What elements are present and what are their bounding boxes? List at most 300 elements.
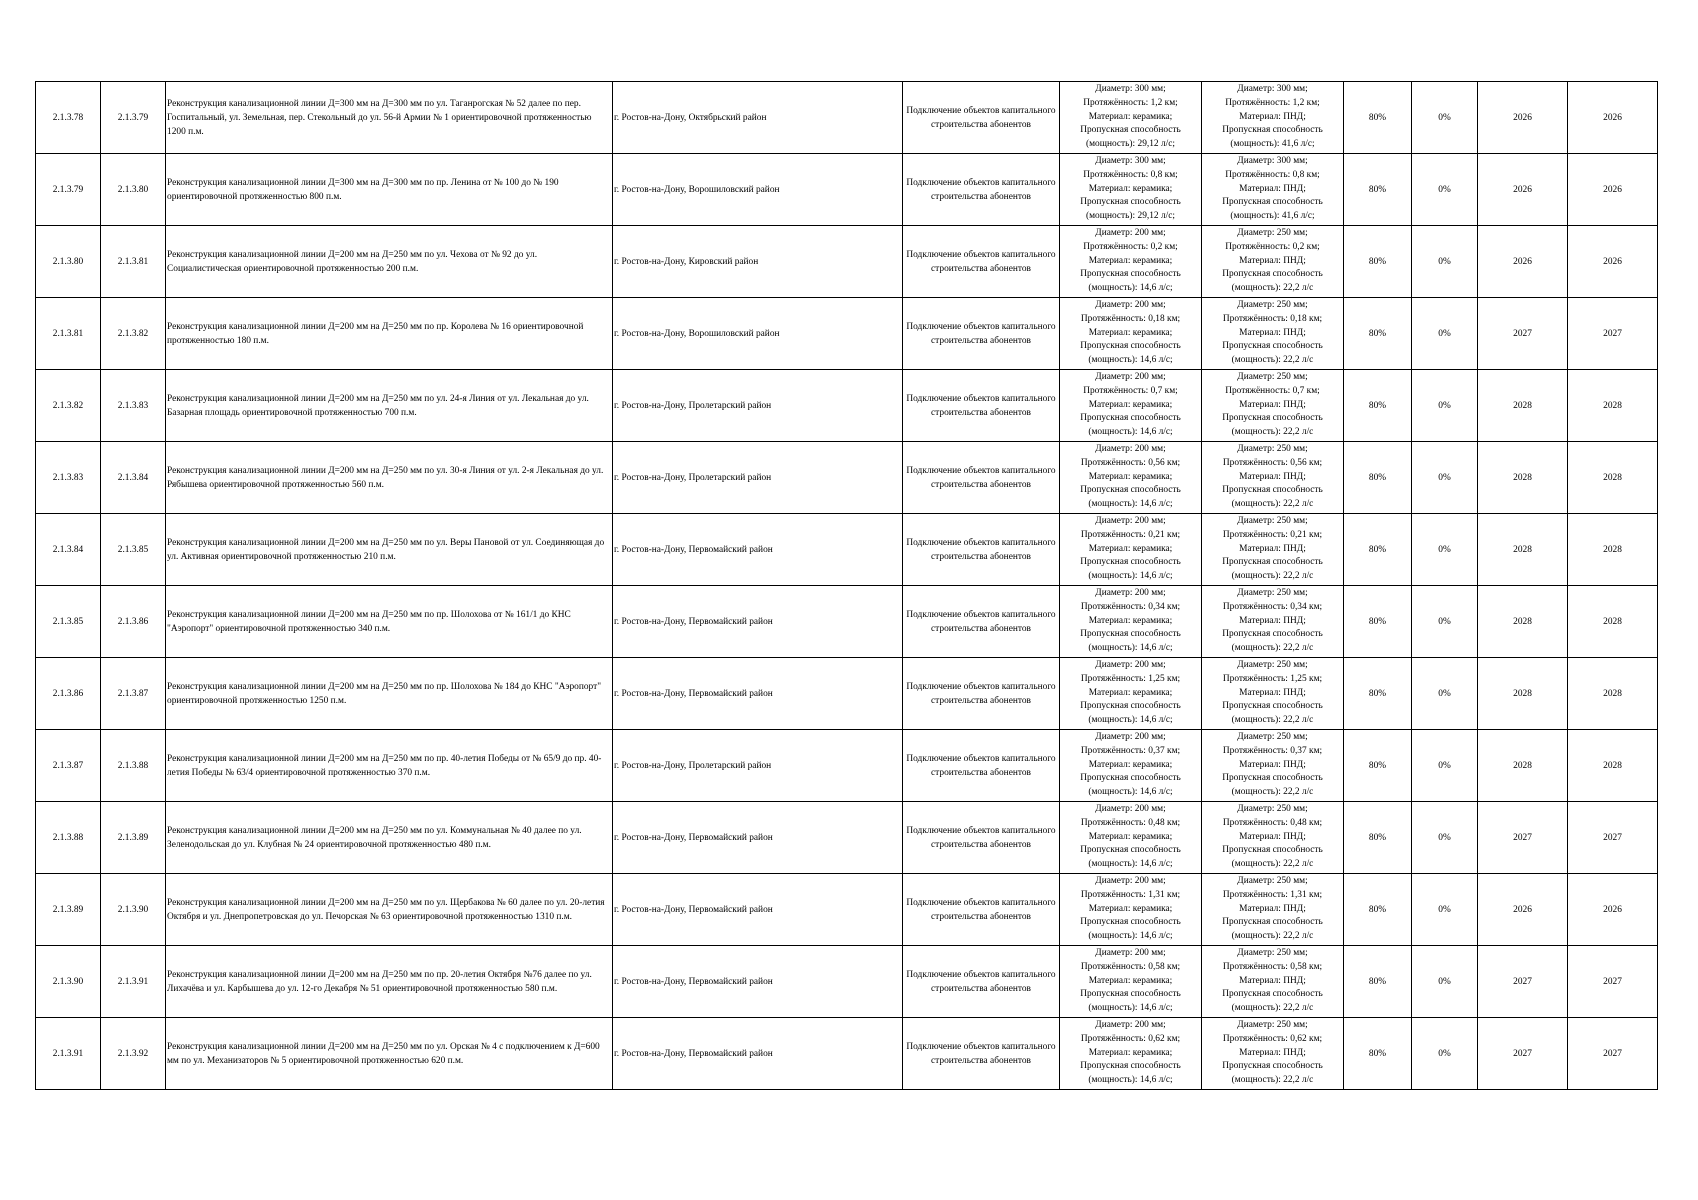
params-after-cell-line: Протяжённость: 0,34 км; xyxy=(1222,601,1323,612)
params-before-cell xyxy=(1060,442,1202,514)
params-before-cell-line: Материал: керамика; xyxy=(1088,831,1173,842)
params-before-cell-line: Пропускная способность xyxy=(1080,773,1181,784)
params-after-cell-line: Протяжённость: 0,7 км; xyxy=(1225,385,1320,396)
params-before-cell-line: Пропускная способность xyxy=(1080,413,1181,424)
table-row xyxy=(36,874,1658,946)
location-cell: г. Ростов-на-Дону, Ворошиловский район xyxy=(613,154,903,226)
table-body xyxy=(36,82,1658,1090)
row-number-cell: 2.1.3.90 xyxy=(36,946,101,1018)
params-before-cell-line: Материал: керамика; xyxy=(1088,543,1173,554)
params-before-cell-line: Материал: керамика; xyxy=(1088,327,1173,338)
row-number-cell: 2.1.3.85 xyxy=(36,586,101,658)
year-end-cell: 2027 xyxy=(1568,946,1658,1018)
purpose-cell: Подключение объектов капитального строительства абонентов xyxy=(903,730,1060,802)
table-row xyxy=(36,658,1658,730)
params-after-cell-line: Пропускная способность xyxy=(1222,269,1323,280)
year-start-cell: 2026 xyxy=(1478,82,1568,154)
params-before-cell-line: (мощность): 14,6 л/с; xyxy=(1088,427,1173,438)
params-before-cell-line: Пропускная способность xyxy=(1080,485,1181,496)
row-code-cell: 2.1.3.81 xyxy=(101,226,166,298)
params-after-cell-line: Пропускная способность xyxy=(1222,701,1323,712)
params-after-cell-line: Протяжённость: 0,62 км; xyxy=(1222,1033,1323,1044)
params-after-cell xyxy=(1202,730,1344,802)
params-before-cell-line: Диаметр: 200 мм; xyxy=(1095,659,1166,670)
purpose-cell: Подключение объектов капитального строительства абонентов xyxy=(903,946,1060,1018)
params-before-cell-line: Пропускная способность xyxy=(1080,197,1181,208)
params-before-cell-line: Диаметр: 200 мм; xyxy=(1095,299,1166,310)
location-cell: г. Ростов-на-Дону, Первомайский район xyxy=(613,586,903,658)
purpose-cell: Подключение объектов капитального строительства абонентов xyxy=(903,442,1060,514)
row-code-cell: 2.1.3.83 xyxy=(101,370,166,442)
wear-after-cell: 0% xyxy=(1412,586,1478,658)
location-cell: г. Ростов-на-Дону, Первомайский район xyxy=(613,874,903,946)
description-cell: Реконструкция канализационной линии Д=200 мм на Д=250 мм по ул. 24-я Линия от ул. Лекальная до ул. Базарная площадь ориентировочной протяженностью 700 п.м. xyxy=(166,370,613,442)
params-after-cell-line: Протяжённость: 0,37 км; xyxy=(1222,745,1323,756)
row-code-cell: 2.1.3.86 xyxy=(101,586,166,658)
params-after-cell-line: Диаметр: 250 мм; xyxy=(1237,947,1308,958)
table-row xyxy=(36,946,1658,1018)
params-after-cell-line: Протяжённость: 1,31 км; xyxy=(1222,889,1323,900)
params-before-cell xyxy=(1060,226,1202,298)
wear-before-cell: 80% xyxy=(1344,370,1412,442)
params-after-cell-line: Материал: ПНД; xyxy=(1239,759,1306,770)
params-before-cell-line: Диаметр: 200 мм; xyxy=(1095,443,1166,454)
params-before-cell-line: Диаметр: 200 мм; xyxy=(1095,371,1166,382)
params-after-cell-line: (мощность): 22,2 л/с xyxy=(1231,355,1314,366)
wear-before-cell: 80% xyxy=(1344,658,1412,730)
wear-before-cell: 80% xyxy=(1344,586,1412,658)
params-after-cell-line: Диаметр: 250 мм; xyxy=(1237,299,1308,310)
params-after-cell-line: (мощность): 41,6 л/с; xyxy=(1230,139,1315,150)
year-start-cell: 2027 xyxy=(1478,1018,1568,1090)
params-after-cell-line: Пропускная способность xyxy=(1222,845,1323,856)
params-before-cell-line: (мощность): 14,6 л/с; xyxy=(1088,283,1173,294)
params-before-cell-line: (мощность): 14,6 л/с; xyxy=(1088,499,1173,510)
row-code-cell: 2.1.3.91 xyxy=(101,946,166,1018)
params-after-cell-line: Протяжённость: 0,56 км; xyxy=(1222,457,1323,468)
params-before-cell-line: Материал: керамика; xyxy=(1088,255,1173,266)
params-after-cell xyxy=(1202,586,1344,658)
params-before-cell xyxy=(1060,154,1202,226)
params-before-cell-line: Протяжённость: 1,31 км; xyxy=(1080,889,1181,900)
description-cell: Реконструкция канализационной линии Д=200 мм на Д=250 мм по ул. Орская № 4 с подключением к Д=600 мм по ул. Механизаторов № 5 ориентировочной протяженностью 620 п.м. xyxy=(166,1018,613,1090)
year-end-cell: 2028 xyxy=(1568,658,1658,730)
purpose-cell: Подключение объектов капитального строительства абонентов xyxy=(903,226,1060,298)
description-cell: Реконструкция канализационной линии Д=200 мм на Д=250 мм по пр. 20-летия Октября №76 далее по ул. Лихачёва и ул. Карбышева до ул. 12-го Декабря № 51 ориентировочной протяженностью 580 п.м. xyxy=(166,946,613,1018)
params-before-cell xyxy=(1060,874,1202,946)
description-cell: Реконструкция канализационной линии Д=200 мм на Д=250 мм по ул. Коммунальная № 40 далее по ул. Зеленодольская до ул. Клубная № 24 ориентировочной протяженностью 480 п.м. xyxy=(166,802,613,874)
row-number-cell: 2.1.3.78 xyxy=(36,82,101,154)
location-cell: г. Ростов-на-Дону, Пролетарский район xyxy=(613,370,903,442)
year-start-cell: 2028 xyxy=(1478,370,1568,442)
params-before-cell-line: Диаметр: 300 мм; xyxy=(1095,155,1166,166)
params-before-cell-line: Пропускная способность xyxy=(1080,1061,1181,1072)
params-before-cell-line: Пропускная способность xyxy=(1080,701,1181,712)
row-code-cell: 2.1.3.80 xyxy=(101,154,166,226)
params-after-cell-line: (мощность): 22,2 л/с xyxy=(1231,931,1314,942)
params-after-cell-line: Диаметр: 250 мм; xyxy=(1237,227,1308,238)
description-cell: Реконструкция канализационной линии Д=200 мм на Д=250 мм по пр. Королева № 16 ориентировочной протяженностью 180 п.м. xyxy=(166,298,613,370)
params-before-cell-line: Пропускная способность xyxy=(1080,269,1181,280)
wear-before-cell: 80% xyxy=(1344,154,1412,226)
params-before-cell-line: (мощность): 14,6 л/с; xyxy=(1088,1003,1173,1014)
row-number-cell: 2.1.3.81 xyxy=(36,298,101,370)
wear-after-cell: 0% xyxy=(1412,442,1478,514)
params-before-cell-line: Материал: керамика; xyxy=(1088,111,1173,122)
year-start-cell: 2027 xyxy=(1478,298,1568,370)
params-before-cell-line: (мощность): 14,6 л/с; xyxy=(1088,931,1173,942)
wear-after-cell: 0% xyxy=(1412,154,1478,226)
params-after-cell-line: Диаметр: 250 мм; xyxy=(1237,371,1308,382)
year-start-cell: 2028 xyxy=(1478,514,1568,586)
params-before-cell-line: Протяжённость: 0,37 км; xyxy=(1080,745,1181,756)
params-after-cell-line: Пропускная способность xyxy=(1222,989,1323,1000)
wear-after-cell: 0% xyxy=(1412,802,1478,874)
year-end-cell: 2026 xyxy=(1568,874,1658,946)
purpose-cell: Подключение объектов капитального строительства абонентов xyxy=(903,154,1060,226)
purpose-cell: Подключение объектов капитального строительства абонентов xyxy=(903,658,1060,730)
description-cell: Реконструкция канализационной линии Д=200 мм на Д=250 мм по ул. Чехова от № 92 до ул. Социалистическая ориентировочной протяженностью 200 п.м. xyxy=(166,226,613,298)
params-after-cell xyxy=(1202,874,1344,946)
params-after-cell xyxy=(1202,442,1344,514)
params-before-cell-line: Материал: керамика; xyxy=(1088,759,1173,770)
row-number-cell: 2.1.3.87 xyxy=(36,730,101,802)
params-after-cell-line: (мощность): 22,2 л/с xyxy=(1231,643,1314,654)
params-before-cell-line: Диаметр: 200 мм; xyxy=(1095,731,1166,742)
params-before-cell xyxy=(1060,82,1202,154)
params-before-cell-line: Протяжённость: 0,56 км; xyxy=(1080,457,1181,468)
wear-after-cell: 0% xyxy=(1412,82,1478,154)
purpose-cell: Подключение объектов капитального строительства абонентов xyxy=(903,514,1060,586)
params-after-cell xyxy=(1202,154,1344,226)
description-cell: Реконструкция канализационной линии Д=200 мм на Д=250 мм по ул. Щербакова № 60 далее по ул. 20-летия Октября и ул. Днепропетровская до ул. Печорская № 63 ориентировочной протяженностью 1310 п.м. xyxy=(166,874,613,946)
row-code-cell: 2.1.3.92 xyxy=(101,1018,166,1090)
purpose-cell: Подключение объектов капитального строительства абонентов xyxy=(903,298,1060,370)
params-before-cell-line: (мощность): 14,6 л/с; xyxy=(1088,859,1173,870)
params-after-cell xyxy=(1202,946,1344,1018)
params-before-cell-line: Протяжённость: 1,2 км; xyxy=(1083,97,1178,108)
params-after-cell-line: Материал: ПНД; xyxy=(1239,1047,1306,1058)
params-after-cell-line: Диаметр: 300 мм; xyxy=(1237,83,1308,94)
params-after-cell-line: (мощность): 22,2 л/с xyxy=(1231,427,1314,438)
wear-after-cell: 0% xyxy=(1412,1018,1478,1090)
table-row xyxy=(36,1018,1658,1090)
params-after-cell-line: Материал: ПНД; xyxy=(1239,687,1306,698)
year-start-cell: 2028 xyxy=(1478,586,1568,658)
wear-after-cell: 0% xyxy=(1412,946,1478,1018)
purpose-cell: Подключение объектов капитального строительства абонентов xyxy=(903,370,1060,442)
params-after-cell-line: Пропускная способность xyxy=(1222,557,1323,568)
params-before-cell-line: Материал: керамика; xyxy=(1088,615,1173,626)
params-before-cell xyxy=(1060,370,1202,442)
params-before-cell-line: Диаметр: 200 мм; xyxy=(1095,875,1166,886)
row-code-cell: 2.1.3.88 xyxy=(101,730,166,802)
params-before-cell-line: Протяжённость: 0,7 км; xyxy=(1083,385,1178,396)
reconstruction-table xyxy=(35,81,1658,1090)
params-after-cell xyxy=(1202,514,1344,586)
params-after-cell-line: (мощность): 22,2 л/с xyxy=(1231,787,1314,798)
params-after-cell-line: (мощность): 22,2 л/с xyxy=(1231,283,1314,294)
wear-before-cell: 80% xyxy=(1344,874,1412,946)
params-before-cell-line: Материал: керамика; xyxy=(1088,975,1173,986)
params-after-cell-line: Диаметр: 250 мм; xyxy=(1237,587,1308,598)
year-start-cell: 2028 xyxy=(1478,730,1568,802)
params-before-cell xyxy=(1060,586,1202,658)
params-after-cell xyxy=(1202,82,1344,154)
params-before-cell-line: (мощность): 29,12 л/с; xyxy=(1086,211,1175,222)
location-cell: г. Ростов-на-Дону, Первомайский район xyxy=(613,802,903,874)
params-after-cell-line: (мощность): 22,2 л/с xyxy=(1231,499,1314,510)
table-row xyxy=(36,442,1658,514)
table-row xyxy=(36,298,1658,370)
params-before-cell-line: Пропускная способность xyxy=(1080,629,1181,640)
params-before-cell-line: Протяжённость: 0,34 км; xyxy=(1080,601,1181,612)
params-after-cell-line: Материал: ПНД; xyxy=(1239,327,1306,338)
params-after-cell xyxy=(1202,1018,1344,1090)
params-before-cell-line: (мощность): 14,6 л/с; xyxy=(1088,1075,1173,1086)
params-before-cell xyxy=(1060,802,1202,874)
table-row xyxy=(36,514,1658,586)
row-number-cell: 2.1.3.83 xyxy=(36,442,101,514)
params-before-cell-line: Пропускная способность xyxy=(1080,125,1181,136)
wear-before-cell: 80% xyxy=(1344,730,1412,802)
location-cell: г. Ростов-на-Дону, Ворошиловский район xyxy=(613,298,903,370)
description-cell: Реконструкция канализационной линии Д=200 мм на Д=250 мм по пр. Шолохова от № 161/1 до КНС "Аэропорт" ориентировочной протяженностью 340 п.м. xyxy=(166,586,613,658)
params-before-cell-line: (мощность): 14,6 л/с; xyxy=(1088,643,1173,654)
params-before-cell-line: Диаметр: 200 мм; xyxy=(1095,1019,1166,1030)
location-cell: г. Ростов-на-Дону, Пролетарский район xyxy=(613,730,903,802)
wear-before-cell: 80% xyxy=(1344,946,1412,1018)
params-before-cell-line: (мощность): 14,6 л/с; xyxy=(1088,715,1173,726)
params-before-cell-line: (мощность): 14,6 л/с; xyxy=(1088,355,1173,366)
params-after-cell-line: Материал: ПНД; xyxy=(1239,831,1306,842)
params-before-cell-line: Пропускная способность xyxy=(1080,341,1181,352)
year-start-cell: 2026 xyxy=(1478,154,1568,226)
row-code-cell: 2.1.3.85 xyxy=(101,514,166,586)
row-code-cell: 2.1.3.89 xyxy=(101,802,166,874)
params-before-cell-line: Протяжённость: 0,21 км; xyxy=(1080,529,1181,540)
row-code-cell: 2.1.3.87 xyxy=(101,658,166,730)
location-cell: г. Ростов-на-Дону, Пролетарский район xyxy=(613,442,903,514)
row-number-cell: 2.1.3.89 xyxy=(36,874,101,946)
wear-after-cell: 0% xyxy=(1412,298,1478,370)
params-before-cell-line: Диаметр: 200 мм; xyxy=(1095,587,1166,598)
table-row xyxy=(36,82,1658,154)
wear-after-cell: 0% xyxy=(1412,874,1478,946)
table-row xyxy=(36,586,1658,658)
params-after-cell-line: (мощность): 22,2 л/с xyxy=(1231,1075,1314,1086)
year-start-cell: 2026 xyxy=(1478,226,1568,298)
year-end-cell: 2026 xyxy=(1568,82,1658,154)
description-cell: Реконструкция канализационной линии Д=300 мм на Д=300 мм по ул. Таганрогская № 52 далее по пер. Госпитальный, ул. Земельная, пер. Стекольный до ул. 56-й Армии № 1 ориентировочной протяженностью 1200 п.м. xyxy=(166,82,613,154)
row-number-cell: 2.1.3.82 xyxy=(36,370,101,442)
params-after-cell-line: (мощность): 22,2 л/с xyxy=(1231,571,1314,582)
row-code-cell: 2.1.3.84 xyxy=(101,442,166,514)
year-end-cell: 2028 xyxy=(1568,370,1658,442)
wear-before-cell: 80% xyxy=(1344,1018,1412,1090)
year-end-cell: 2028 xyxy=(1568,586,1658,658)
params-after-cell-line: (мощность): 22,2 л/с xyxy=(1231,859,1314,870)
purpose-cell: Подключение объектов капитального строительства абонентов xyxy=(903,802,1060,874)
year-end-cell: 2027 xyxy=(1568,1018,1658,1090)
params-after-cell-line: Пропускная способность xyxy=(1222,413,1323,424)
params-before-cell-line: Материал: керамика; xyxy=(1088,687,1173,698)
params-before-cell-line: Диаметр: 200 мм; xyxy=(1095,947,1166,958)
params-before-cell-line: Протяжённость: 0,8 км; xyxy=(1083,169,1178,180)
wear-after-cell: 0% xyxy=(1412,730,1478,802)
row-code-cell: 2.1.3.82 xyxy=(101,298,166,370)
params-after-cell-line: Протяжённость: 1,25 км; xyxy=(1222,673,1323,684)
params-after-cell-line: Материал: ПНД; xyxy=(1239,255,1306,266)
wear-before-cell: 80% xyxy=(1344,802,1412,874)
params-after-cell-line: Диаметр: 250 мм; xyxy=(1237,803,1308,814)
wear-after-cell: 0% xyxy=(1412,226,1478,298)
params-before-cell-line: Протяжённость: 0,48 км; xyxy=(1080,817,1181,828)
params-after-cell-line: (мощность): 41,6 л/с; xyxy=(1230,211,1315,222)
params-after-cell xyxy=(1202,802,1344,874)
purpose-cell: Подключение объектов капитального строительства абонентов xyxy=(903,586,1060,658)
params-before-cell-line: Материал: керамика; xyxy=(1088,399,1173,410)
params-after-cell-line: Диаметр: 250 мм; xyxy=(1237,443,1308,454)
params-before-cell-line: Материал: керамика; xyxy=(1088,1047,1173,1058)
wear-before-cell: 80% xyxy=(1344,442,1412,514)
params-before-cell-line: Протяжённость: 0,2 км; xyxy=(1083,241,1178,252)
wear-before-cell: 80% xyxy=(1344,226,1412,298)
params-before-cell-line: Материал: керамика; xyxy=(1088,471,1173,482)
description-cell: Реконструкция канализационной линии Д=300 мм на Д=300 мм по пр. Ленина от № 100 до № 190 ориентировочной протяженностью 800 п.м. xyxy=(166,154,613,226)
params-before-cell xyxy=(1060,730,1202,802)
wear-before-cell: 80% xyxy=(1344,298,1412,370)
params-before-cell-line: (мощность): 29,12 л/с; xyxy=(1086,139,1175,150)
year-end-cell: 2026 xyxy=(1568,154,1658,226)
location-cell: г. Ростов-на-Дону, Кировский район xyxy=(613,226,903,298)
params-after-cell-line: Диаметр: 300 мм; xyxy=(1237,155,1308,166)
params-before-cell-line: Пропускная способность xyxy=(1080,557,1181,568)
params-after-cell-line: Протяжённость: 0,21 км; xyxy=(1222,529,1323,540)
params-after-cell-line: Материал: ПНД; xyxy=(1239,399,1306,410)
wear-after-cell: 0% xyxy=(1412,514,1478,586)
params-after-cell xyxy=(1202,226,1344,298)
params-after-cell-line: Протяжённость: 1,2 км; xyxy=(1225,97,1320,108)
row-number-cell: 2.1.3.79 xyxy=(36,154,101,226)
params-before-cell-line: Пропускная способность xyxy=(1080,917,1181,928)
params-after-cell-line: Диаметр: 250 мм; xyxy=(1237,515,1308,526)
location-cell: г. Ростов-на-Дону, Первомайский район xyxy=(613,946,903,1018)
params-after-cell-line: (мощность): 22,2 л/с xyxy=(1231,715,1314,726)
params-before-cell-line: (мощность): 14,6 л/с; xyxy=(1088,787,1173,798)
params-after-cell-line: Протяжённость: 0,18 км; xyxy=(1222,313,1323,324)
params-after-cell-line: Материал: ПНД; xyxy=(1239,903,1306,914)
description-cell: Реконструкция канализационной линии Д=200 мм на Д=250 мм по пр. Шолохова № 184 до КНС "Аэропорт" ориентировочной протяженностью 1250 п.м. xyxy=(166,658,613,730)
year-end-cell: 2028 xyxy=(1568,442,1658,514)
description-cell: Реконструкция канализационной линии Д=200 мм на Д=250 мм по ул. 30-я Линия от ул. 2-я Лекальная до ул. Рябышева ориентировочной протяженностью 560 п.м. xyxy=(166,442,613,514)
year-end-cell: 2026 xyxy=(1568,226,1658,298)
params-after-cell-line: Материал: ПНД; xyxy=(1239,111,1306,122)
purpose-cell: Подключение объектов капитального строительства абонентов xyxy=(903,874,1060,946)
row-number-cell: 2.1.3.88 xyxy=(36,802,101,874)
row-number-cell: 2.1.3.91 xyxy=(36,1018,101,1090)
table-row xyxy=(36,370,1658,442)
params-after-cell-line: Материал: ПНД; xyxy=(1239,471,1306,482)
table-row xyxy=(36,802,1658,874)
params-after-cell-line: (мощность): 22,2 л/с xyxy=(1231,1003,1314,1014)
params-before-cell xyxy=(1060,514,1202,586)
params-before-cell xyxy=(1060,658,1202,730)
description-cell: Реконструкция канализационной линии Д=200 мм на Д=250 мм по пр. 40-летия Победы от № 65/9 до пр. 40-летия Победы № 63/4 ориентировочной протяженностью 370 п.м. xyxy=(166,730,613,802)
year-end-cell: 2027 xyxy=(1568,298,1658,370)
wear-after-cell: 0% xyxy=(1412,370,1478,442)
params-before-cell-line: Диаметр: 200 мм; xyxy=(1095,227,1166,238)
params-after-cell-line: Диаметр: 250 мм; xyxy=(1237,731,1308,742)
location-cell: г. Ростов-на-Дону, Октябрьский район xyxy=(613,82,903,154)
location-cell: г. Ростов-на-Дону, Первомайский район xyxy=(613,658,903,730)
params-before-cell-line: Диаметр: 300 мм; xyxy=(1095,83,1166,94)
params-after-cell-line: Пропускная способность xyxy=(1222,485,1323,496)
year-end-cell: 2028 xyxy=(1568,514,1658,586)
params-before-cell-line: (мощность): 14,6 л/с; xyxy=(1088,571,1173,582)
table-row xyxy=(36,226,1658,298)
row-code-cell: 2.1.3.79 xyxy=(101,82,166,154)
params-after-cell-line: Пропускная способность xyxy=(1222,629,1323,640)
params-before-cell xyxy=(1060,298,1202,370)
table-row xyxy=(36,154,1658,226)
params-after-cell-line: Пропускная способность xyxy=(1222,197,1323,208)
year-start-cell: 2028 xyxy=(1478,658,1568,730)
params-after-cell-line: Диаметр: 250 мм; xyxy=(1237,875,1308,886)
params-after-cell xyxy=(1202,370,1344,442)
params-before-cell-line: Материал: керамика; xyxy=(1088,903,1173,914)
params-after-cell xyxy=(1202,658,1344,730)
year-start-cell: 2026 xyxy=(1478,874,1568,946)
row-number-cell: 2.1.3.80 xyxy=(36,226,101,298)
params-after-cell-line: Протяжённость: 0,48 км; xyxy=(1222,817,1323,828)
params-after-cell-line: Протяжённость: 0,8 км; xyxy=(1225,169,1320,180)
params-before-cell-line: Протяжённость: 0,18 км; xyxy=(1080,313,1181,324)
params-after-cell-line: Материал: ПНД; xyxy=(1239,975,1306,986)
params-before-cell-line: Пропускная способность xyxy=(1080,845,1181,856)
params-before-cell xyxy=(1060,946,1202,1018)
params-before-cell-line: Протяжённость: 1,25 км; xyxy=(1080,673,1181,684)
table-row xyxy=(36,730,1658,802)
params-after-cell-line: Диаметр: 250 мм; xyxy=(1237,659,1308,670)
params-before-cell-line: Протяжённость: 0,58 км; xyxy=(1080,961,1181,972)
purpose-cell: Подключение объектов капитального строительства абонентов xyxy=(903,1018,1060,1090)
params-before-cell-line: Диаметр: 200 мм; xyxy=(1095,515,1166,526)
params-after-cell-line: Пропускная способность xyxy=(1222,773,1323,784)
row-number-cell: 2.1.3.84 xyxy=(36,514,101,586)
description-cell: Реконструкция канализационной линии Д=200 мм на Д=250 мм по ул. Веры Пановой от ул. Соединяющая до ул. Активная ориентировочной протяженностью 210 п.м. xyxy=(166,514,613,586)
params-before-cell-line: Материал: керамика; xyxy=(1088,183,1173,194)
row-number-cell: 2.1.3.86 xyxy=(36,658,101,730)
params-after-cell-line: Пропускная способность xyxy=(1222,341,1323,352)
year-start-cell: 2027 xyxy=(1478,946,1568,1018)
wear-after-cell: 0% xyxy=(1412,658,1478,730)
params-after-cell xyxy=(1202,298,1344,370)
params-before-cell-line: Диаметр: 200 мм; xyxy=(1095,803,1166,814)
wear-before-cell: 80% xyxy=(1344,514,1412,586)
params-before-cell-line: Протяжённость: 0,62 км; xyxy=(1080,1033,1181,1044)
params-after-cell-line: Пропускная способность xyxy=(1222,917,1323,928)
location-cell: г. Ростов-на-Дону, Первомайский район xyxy=(613,514,903,586)
year-start-cell: 2028 xyxy=(1478,442,1568,514)
params-after-cell-line: Диаметр: 250 мм; xyxy=(1237,1019,1308,1030)
year-end-cell: 2028 xyxy=(1568,730,1658,802)
params-before-cell-line: Пропускная способность xyxy=(1080,989,1181,1000)
params-after-cell-line: Протяжённость: 0,58 км; xyxy=(1222,961,1323,972)
wear-before-cell: 80% xyxy=(1344,82,1412,154)
row-code-cell: 2.1.3.90 xyxy=(101,874,166,946)
location-cell: г. Ростов-на-Дону, Первомайский район xyxy=(613,1018,903,1090)
